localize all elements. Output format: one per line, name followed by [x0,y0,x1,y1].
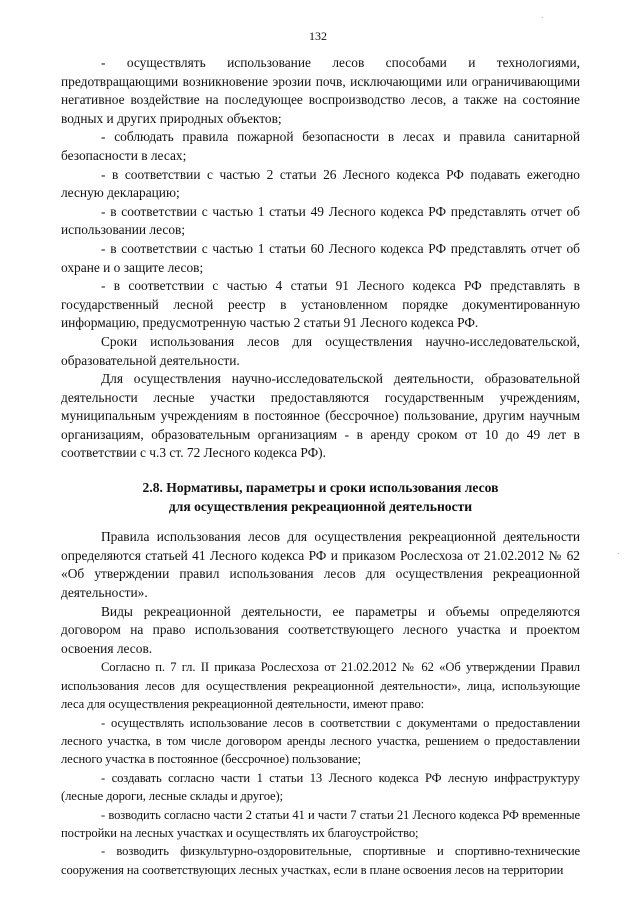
list-item: - осуществлять использование лесов способами и технологиями, предотвращающими возникновение эрозии почв, исключающими или ограничивающими негативное воздействие на последующее воспроизводство лесов, а также на состояние водных и других природных объектов; [61,55,580,126]
list-item: - возводить согласно части 2 статьи 41 и части 7 статьи 21 Лесного кодекса РФ временные постройки на лесных участках и осуществлять их благоустройство; [61,807,580,841]
list-item: - в соответствии с частью 4 статьи 91 Лесного кодекса РФ представлять в государственный лесной реестр в установленном порядке документированную информацию, предусмотренную частью 2 статьи 91 Лесного кодекса РФ. [61,278,580,331]
list-item: - соблюдать правила пожарной безопасности в лесах и правила санитарной безопасности в лесах; [61,129,580,163]
section-recreation [61,528,580,879]
section-heading [61,479,580,516]
page-content [61,54,580,879]
list-item: - создавать согласно части 1 статьи 13 Лесного кодекса РФ лесную инфраструктуру (лесные дороги, лесные склады и другое); [61,770,580,804]
list-item: - в соответствии с частью 1 статьи 60 Лесного кодекса РФ представлять отчет об охране и о защите лесов; [61,240,580,275]
section-heading-line: 2.8. Нормативы, параметры и сроки использования лесов [142,480,499,496]
section-heading-line: для осуществления рекреационной деятельности [168,498,473,514]
section-obligations [61,54,580,463]
paragraph: Виды рекреационной деятельности, ее параметры и объемы определяются договором на право использования соответствующего лесного участка и проектом освоения лесов. [61,603,580,656]
page-number: 132 [309,29,327,43]
list-item: - в соответствии с частью 2 статьи 26 Лесного кодекса РФ подавать ежегодно лесную декларацию; [61,166,580,201]
scan-speck: . [541,11,544,20]
list-item: - в соответствии с частью 1 статьи 49 Лесного кодекса РФ представлять отчет об использовании лесов; [61,203,580,238]
paragraph: Согласно п. 7 гл. II приказа Рослесхоза от 21.02.2012 № 62 «Об утверждении Правил использования лесов для осуществления рекреационной деятельности», лица, использующие леса для осуществления рекреационной деятельности, имеют право: [61,660,580,712]
paragraph: Правила использования лесов для осуществления рекреационной деятельности определяются статьей 41 Лесного кодекса РФ и приказом Рослесхоза от 21.02.2012 № 62 «Об утверждении правил использования лесов для осуществления рекреационной деятельности». [61,529,580,601]
list-item: - осуществлять использование лесов в соответствии с документами о предоставлении лесного участка, в том числе договором аренды лесного участка, решением о предоставлении лесного участка в постоянное (бессрочное) пользование; [61,715,580,767]
list-item: - возводить физкультурно-оздоровительные, спортивные и спортивно-технические сооружения на соответствующих лесных участках, если в плане освоения лесов на территории [61,844,580,877]
paragraph: Для осуществления научно-исследовательской деятельности, образовательной деятельности лесные участки предоставляются государственным учреждениям, муниципальным учреждениям в постоянное (бессрочное) пользование, другим научным организациям, образовательным организациям - в аренду сроком от 10 до 49 лет в соответствии с ч.3 ст. 72 Лесного кодекса РФ). [61,371,580,461]
scan-speck: . [617,547,620,556]
paragraph: Сроки использования лесов для осуществления научно-исследовательской, образовательной деятельности. [61,333,580,368]
